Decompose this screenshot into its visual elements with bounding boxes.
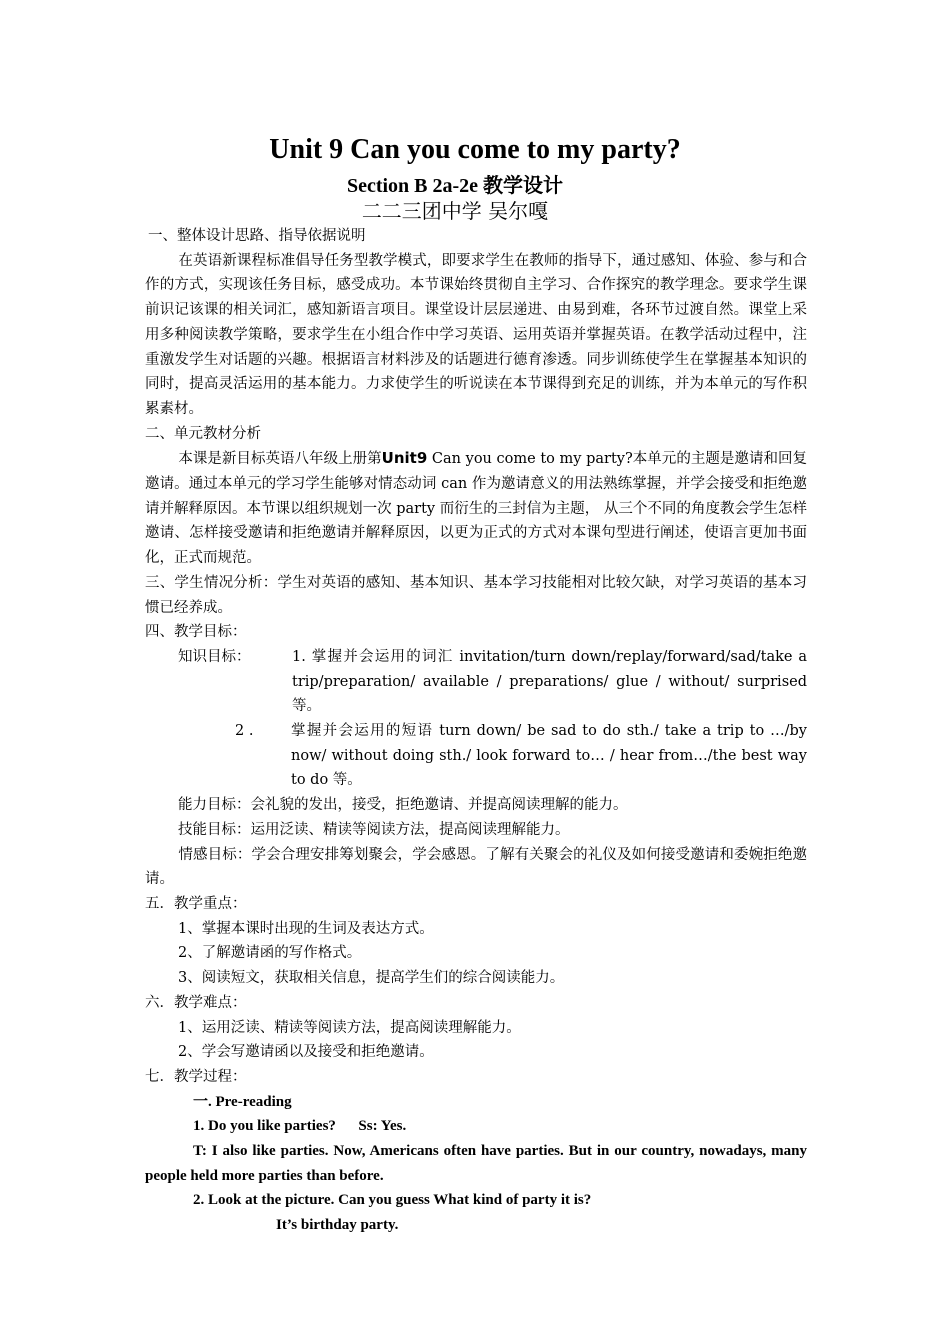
difficult-point-item: 1、运用泛读、精读等阅读方法，提高阅读理解能力。: [178, 1019, 521, 1036]
ability-objective: 能力目标：会礼貌的发出，接受，拒绝邀请、并提高阅读理解的能力。: [178, 797, 628, 814]
section-heading-analysis: 二、单元教材分析: [145, 425, 261, 442]
key-point-item: 1、掌握本课时出现的生词及表达方式。: [178, 920, 434, 937]
teacher-line: T: I also like parties. Now, Americans often have parties. But in our country, nowadays, many people held more parties than before.: [145, 1143, 807, 1184]
paragraph-analysis: [145, 446, 807, 571]
knowledge-text-2: 掌握并会运用的短语 turn down/ be sad to do sth./ take a trip to …/by now/ without doing sth./ look forward to… / hear from…/the best way to do 等。: [291, 723, 807, 789]
question-1: 1. Do you like parties? Ss: Yes.: [193, 1118, 407, 1135]
key-point-item: 3、阅读短文，获取相关信息，提高学生们的综合阅读能力。: [178, 970, 565, 987]
knowledge-objective-2: [145, 719, 807, 793]
author-line: 二二三团中学 吴尔嘎: [361, 199, 549, 223]
analysis-text-b: Can you come to my party?本单元的主题是邀请和回复邀请。通过本单元的学习学生能够对情态动词 can 作为邀请意义的用法熟练掌握，并学会接受和拒绝邀请并解释原因。本节课以组织规划一次 party 而衍生的三封信为主题， 从三个不同的角度教会学生怎样邀请、怎样接受邀请和拒绝邀请并解释原因，以更为正式的方式对本课句型进行阐述，使语言更加书面化，正式而规范。: [145, 451, 808, 567]
knowledge-label: 知识目标：: [178, 648, 251, 665]
answer-2: It’s birthday party.: [276, 1217, 399, 1234]
document-body: [145, 224, 807, 1238]
knowledge-objective-1: [145, 645, 807, 719]
analysis-text-a: 本课是新目标英语八年级上册第: [178, 451, 382, 468]
section-heading-key-points: 五．教学重点：: [145, 895, 247, 912]
paragraph-students: 三、学生情况分析：学生对英语的感知、基本知识、基本学习技能相对比较欠缺，对学习英语的基本习惯已经养成。: [145, 574, 807, 616]
skill-objective: 技能目标：运用泛读、精读等阅读方法，提高阅读理解能力。: [178, 821, 570, 838]
knowledge-text-1: 1. 掌握并会运用的词汇 invitation/turn down/replay/forward/sad/take a trip/preparation/ available / preparations/ glue / without/ surprised 等。: [292, 648, 807, 715]
knowledge-number-2: 2 .: [235, 723, 254, 740]
section-heading-difficult-points: 六．教学难点：: [145, 994, 247, 1011]
paragraph-design: 在英语新课程标准倡导任务型教学模式，即要求学生在教师的指导下，通过感知、体验、参与和合作的方式，实现该任务目标，感受成功。本节课始终贯彻自主学习、合作探究的教学理念。要求学生课前识记该课的相关词汇，感知新语言项目。课堂设计层层递进、由易到难，各环节过渡自然。课堂上采用多种阅读教学策略，要求学生在小组合作中学习英语、运用英语并掌握英语。在教学活动过程中，注重激发学生对话题的兴趣。根据语言材料涉及的话题进行德育渗透。同步训练使学生在掌握基本知识的同时，提高灵活运用的基本能力。力求使学生的听说读在本节课得到充足的训练，并为本单元的写作积累素材。: [145, 252, 807, 417]
section-heading-design: 一、整体设计思路、指导依据说明: [148, 228, 366, 244]
section-heading-objectives: 四、教学目标：: [145, 624, 247, 641]
document-subtitle: Section B 2a-2e 教学设计: [346, 175, 564, 197]
question-2: 2. Look at the picture. Can you guess What kind of party it is?: [193, 1192, 592, 1209]
document-title: Unit 9 Can you come to my party?: [269, 134, 681, 165]
key-point-item: 2、了解邀请函的写作格式。: [178, 945, 362, 962]
pre-reading-heading: 一. Pre-reading: [193, 1093, 292, 1110]
unit-label: Unit9: [381, 449, 428, 468]
section-heading-process: 七．教学过程：: [145, 1068, 247, 1085]
difficult-point-item: 2、学会写邀请函以及接受和拒绝邀请。: [178, 1044, 434, 1061]
emotion-objective: 情感目标：学会合理安排筹划聚会，学会感恩。了解有关聚会的礼仪及如何接受邀请和委婉拒绝邀请。: [145, 846, 807, 888]
